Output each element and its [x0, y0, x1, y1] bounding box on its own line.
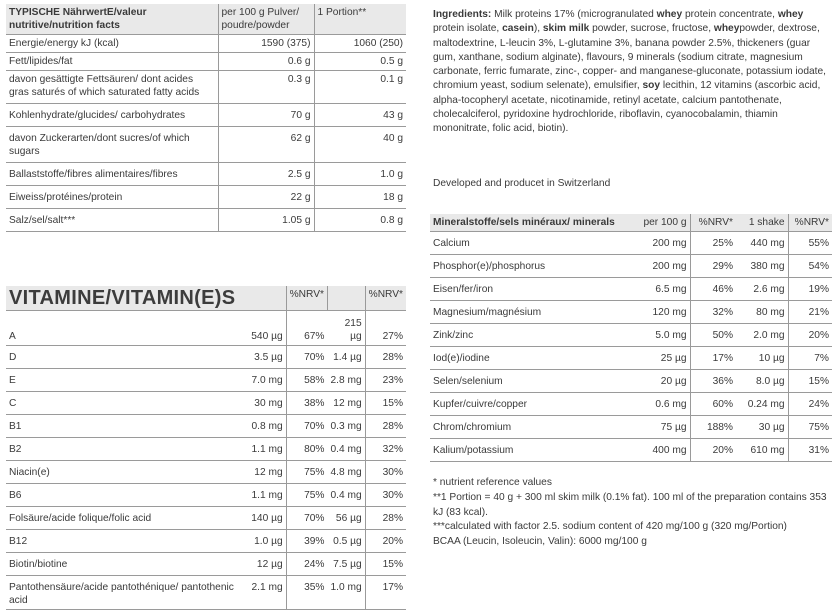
mineral-label: Kalium/potassium [430, 439, 640, 462]
mineral-row [430, 301, 832, 324]
vitamin-nrv-portion: 32% [365, 438, 406, 461]
footnote: BCAA (Leucin, Isoleucin, Valin): 6000 mg/100 g [433, 536, 647, 548]
footnote: ***calculated with factor 2.5. sodium content of 420 mg/100 g (320 mg/Portion) [433, 521, 787, 533]
vitamin-nrv-100g: 75% [286, 461, 327, 484]
nutrition-row [6, 127, 406, 163]
nutrition-label: Fett/lipides/fat [6, 53, 218, 71]
nutrition-value-100g: 0.3 g [218, 71, 314, 104]
vitamin-value-100g: 3.5 µg [245, 346, 286, 369]
mineral-nrv-shake: 20% [788, 324, 832, 347]
vitamin-value-portion: 0.4 mg [327, 484, 365, 507]
vitamin-nrv-portion: 30% [365, 461, 406, 484]
mineral-row [430, 324, 832, 347]
mineral-nrv-100g: 32% [690, 301, 736, 324]
mineral-value-shake: 440 mg [736, 232, 788, 255]
vitamin-row [6, 438, 406, 461]
mineral-header-per100g: per 100 g [640, 214, 690, 232]
vitamin-label: B12 [6, 530, 245, 553]
ingredients-part: lecithin, 12 vitamins (ascorbic acid, alpha-tocopheryl acetate, nicotinamide, retinyl acetate, calcium pantothenate, cholecalciferol, pyridoxine hydrochloride, riboflavin, cyanocobalamin, thiamin mononitrate, folic acid, biotin). [433, 80, 821, 135]
vitamin-nrv-100g: 70% [286, 346, 327, 369]
vitamin-value-100g: 30 mg [245, 392, 286, 415]
nutrition-label: Ballaststoffe/fibres alimentaires/fibres [6, 163, 218, 186]
mineral-label: Zink/zinc [430, 324, 640, 347]
nutrition-value-portion: 0.5 g [314, 53, 406, 71]
origin-statement: Developed and producet in Switzerland [433, 178, 611, 189]
mineral-nrv-100g: 50% [690, 324, 736, 347]
allergen-highlight: skim milk [542, 23, 590, 35]
mineral-label: Calcium [430, 232, 640, 255]
mineral-value-shake: 8.0 µg [736, 370, 788, 393]
vitamin-value-100g: 1.1 mg [245, 484, 286, 507]
vitamin-row [6, 415, 406, 438]
nutrition-table [6, 4, 406, 232]
allergen-highlight: casein [502, 23, 534, 35]
nutrition-value-portion: 40 g [314, 127, 406, 163]
vitamin-row [6, 553, 406, 576]
mineral-nrv-shake: 55% [788, 232, 832, 255]
mineral-header-row [430, 214, 832, 232]
mineral-label: Magnesium/magnésium [430, 301, 640, 324]
mineral-nrv-shake: 19% [788, 278, 832, 301]
nutrition-value-portion: 1.0 g [314, 163, 406, 186]
vitamin-label: A [6, 311, 245, 346]
mineral-row [430, 278, 832, 301]
mineral-nrv-shake: 15% [788, 370, 832, 393]
mineral-nrv-100g: 36% [690, 370, 736, 393]
nutrition-value-100g: 1.05 g [218, 209, 314, 232]
vitamin-value-100g: 140 µg [245, 507, 286, 530]
footnote: * nutrient reference values [433, 477, 552, 488]
nutrition-row [6, 209, 406, 232]
mineral-value-shake: 610 mg [736, 439, 788, 462]
vitamin-nrv-portion: 30% [365, 484, 406, 507]
mineral-nrv-100g: 60% [690, 393, 736, 416]
mineral-nrv-shake: 21% [788, 301, 832, 324]
nutrition-label: Salz/sel/salt*** [6, 209, 218, 232]
vitamin-value-portion: 56 µg [327, 507, 365, 530]
vitamin-value-100g: 0.8 mg [245, 415, 286, 438]
vitamin-nrv-100g: 39% [286, 530, 327, 553]
mineral-value-100g: 75 µg [640, 416, 690, 439]
vitamin-row [6, 530, 406, 553]
ingredients-part: protein isolate, [433, 23, 503, 35]
vitamin-value-portion: 4.8 mg [327, 461, 365, 484]
mineral-nrv-shake: 54% [788, 255, 832, 278]
nutrition-header-row [6, 4, 406, 35]
nutrition-header-per100g: per 100 g Pulver/ poudre/powder [218, 4, 314, 35]
vitamin-row [6, 576, 406, 610]
vitamin-value-portion: 7.5 µg [327, 553, 365, 576]
vitamin-nrv-100g: 70% [286, 415, 327, 438]
vitamin-value-portion: 1.0 mg [327, 576, 365, 610]
vitamin-nrv-portion: 15% [365, 553, 406, 576]
mineral-value-100g: 400 mg [640, 439, 690, 462]
vitamin-value-portion: 0.3 mg [327, 415, 365, 438]
nutrition-value-portion: 0.8 g [314, 209, 406, 232]
mineral-row [430, 439, 832, 462]
vitamin-label: Biotin/biotine [6, 553, 245, 576]
vitamin-nrv-100g: 38% [286, 392, 327, 415]
mineral-header-label: Mineralstoffe/sels minéraux/ minerals [430, 214, 640, 232]
vitamin-header-empty [327, 286, 365, 311]
mineral-nrv-100g: 20% [690, 439, 736, 462]
vitamin-nrv-100g: 24% [286, 553, 327, 576]
vitamin-row [6, 346, 406, 369]
mineral-row [430, 393, 832, 416]
ingredients-part: ), [533, 23, 543, 35]
ingredients-part: powder, dextrose, maltodextrine, L-leucin 3%, L-glutamine 3%, banana powder 2.5%, thickeners (guar gum, xanthane, sodium alginate), flavours, 9 minerals (sodium citrate, magnesium carbonate, ferric fumarate, zinc-, copper- and manganese-gluconate, potassium iodate, chromium yeast, sodium selenate), emulsifier, [433, 23, 826, 92]
vitamin-value-portion: 215 µg [327, 311, 365, 346]
ingredients-part: Milk proteins 17% (microgranulated [491, 9, 657, 20]
vitamin-value-portion: 2.8 mg [327, 369, 365, 392]
vitamin-value-100g: 12 mg [245, 461, 286, 484]
vitamin-value-100g: 7.0 mg [245, 369, 286, 392]
vitamin-label: Niacin(e) [6, 461, 245, 484]
mineral-header-shake: 1 shake [736, 214, 788, 232]
vitamin-value-portion: 12 mg [327, 392, 365, 415]
vitamin-label: Folsäure/acide folique/folic acid [6, 507, 245, 530]
nutrition-value-portion: 43 g [314, 104, 406, 127]
mineral-label: Phosphor(e)/phosphorus [430, 255, 640, 278]
vitamin-table [6, 286, 406, 610]
mineral-row [430, 416, 832, 439]
mineral-value-100g: 25 µg [640, 347, 690, 370]
nutrition-value-100g: 70 g [218, 104, 314, 127]
vitamin-nrv-100g: 67% [286, 311, 327, 346]
mineral-nrv-100g: 25% [690, 232, 736, 255]
mineral-value-100g: 0.6 mg [640, 393, 690, 416]
mineral-value-100g: 5.0 mg [640, 324, 690, 347]
vitamin-nrv-portion: 20% [365, 530, 406, 553]
vitamin-label: C [6, 392, 245, 415]
nutrition-row [6, 104, 406, 127]
nutrition-header-label: TYPISCHE NährwertE/valeur nutritive/nutrition facts [6, 4, 218, 35]
mineral-value-shake: 0.24 mg [736, 393, 788, 416]
vitamin-label: B6 [6, 484, 245, 507]
vitamin-row [6, 507, 406, 530]
vitamin-value-100g: 1.0 µg [245, 530, 286, 553]
nutrition-value-portion: 18 g [314, 186, 406, 209]
nutrition-label: Kohlenhydrate/glucides/ carbohydrates [6, 104, 218, 127]
allergen-highlight: whey [713, 23, 740, 35]
mineral-nrv-shake: 31% [788, 439, 832, 462]
nutrition-value-portion: 1060 (250) [314, 35, 406, 53]
nutrition-row [6, 71, 406, 104]
vitamin-value-portion: 1.4 µg [327, 346, 365, 369]
vitamin-nrv-100g: 70% [286, 507, 327, 530]
mineral-value-shake: 80 mg [736, 301, 788, 324]
vitamin-nrv-portion: 28% [365, 415, 406, 438]
mineral-nrv-shake: 7% [788, 347, 832, 370]
mineral-nrv-100g: 29% [690, 255, 736, 278]
vitamin-header-nrv-100g: %NRV* [286, 286, 327, 311]
vitamin-nrv-portion: 28% [365, 507, 406, 530]
vitamin-value-100g: 12 µg [245, 553, 286, 576]
allergen-highlight: whey [656, 9, 683, 20]
vitamin-label: E [6, 369, 245, 392]
mineral-value-shake: 2.6 mg [736, 278, 788, 301]
vitamin-row [6, 484, 406, 507]
mineral-value-shake: 380 mg [736, 255, 788, 278]
mineral-nrv-shake: 75% [788, 416, 832, 439]
vitamin-value-100g: 1.1 mg [245, 438, 286, 461]
allergen-highlight: soy [642, 80, 661, 92]
nutrition-value-100g: 2.5 g [218, 163, 314, 186]
mineral-value-100g: 120 mg [640, 301, 690, 324]
vitamin-nrv-portion: 15% [365, 392, 406, 415]
mineral-label: Selen/selenium [430, 370, 640, 393]
mineral-value-100g: 200 mg [640, 255, 690, 278]
mineral-row [430, 232, 832, 255]
ingredients-text [433, 8, 831, 137]
vitamin-label: Pantothensäure/acide pantothénique/ pantothenic acid [6, 576, 245, 610]
vitamin-header-row [6, 286, 406, 311]
vitamin-label: D [6, 346, 245, 369]
mineral-row [430, 255, 832, 278]
mineral-label: Iod(e)/iodine [430, 347, 640, 370]
vitamin-nrv-portion: 27% [365, 311, 406, 346]
mineral-nrv-shake: 24% [788, 393, 832, 416]
mineral-value-shake: 2.0 mg [736, 324, 788, 347]
vitamin-header-nrv-portion: %NRV* [365, 286, 406, 311]
mineral-header-nrv-shake: %NRV* [788, 214, 832, 232]
vitamin-value-100g: 2.1 mg [245, 576, 286, 610]
mineral-nrv-100g: 46% [690, 278, 736, 301]
footnotes [433, 476, 831, 550]
vitamin-value-portion: 0.4 mg [327, 438, 365, 461]
vitamin-value-portion: 0.5 µg [327, 530, 365, 553]
nutrition-label: davon gesättigte Fettsäuren/ dont acides gras saturés of which saturated fatty acids [6, 71, 218, 104]
mineral-value-100g: 20 µg [640, 370, 690, 393]
vitamin-nrv-100g: 58% [286, 369, 327, 392]
mineral-value-100g: 200 mg [640, 232, 690, 255]
nutrition-value-100g: 1590 (375) [218, 35, 314, 53]
mineral-value-shake: 30 µg [736, 416, 788, 439]
mineral-value-100g: 6.5 mg [640, 278, 690, 301]
mineral-value-shake: 10 µg [736, 347, 788, 370]
mineral-row [430, 370, 832, 393]
nutrition-label: davon Zuckerarten/dont sucres/of which sugars [6, 127, 218, 163]
footnote: **1 Portion = 40 g + 300 ml skim milk (0.1% fat). 100 ml of the preparation contains 353 kJ (83 kcal). [433, 491, 827, 518]
mineral-row [430, 347, 832, 370]
ingredients-part: powder, sucrose, fructose, [589, 23, 714, 35]
mineral-table [430, 214, 832, 462]
mineral-nrv-100g: 17% [690, 347, 736, 370]
vitamin-nrv-portion: 17% [365, 576, 406, 610]
vitamin-nrv-portion: 28% [365, 346, 406, 369]
nutrition-row [6, 186, 406, 209]
mineral-label: Kupfer/cuivre/copper [430, 393, 640, 416]
vitamin-row [6, 392, 406, 415]
nutrition-value-100g: 0.6 g [218, 53, 314, 71]
nutrition-label: Eiweiss/protéines/protein [6, 186, 218, 209]
vitamin-title: VITAMINE/VITAMIN(E)S [6, 286, 286, 311]
allergen-highlight: whey [777, 9, 804, 20]
nutrition-value-100g: 22 g [218, 186, 314, 209]
nutrition-value-100g: 62 g [218, 127, 314, 163]
vitamin-nrv-portion: 23% [365, 369, 406, 392]
vitamin-label: B2 [6, 438, 245, 461]
vitamin-row [6, 369, 406, 392]
vitamin-row [6, 311, 406, 346]
nutrition-value-portion: 0.1 g [314, 71, 406, 104]
vitamin-nrv-100g: 80% [286, 438, 327, 461]
ingredients-label: Ingredients: [433, 9, 492, 20]
nutrition-row [6, 35, 406, 53]
nutrition-row [6, 53, 406, 71]
nutrition-label: Energie/energy kJ (kcal) [6, 35, 218, 53]
mineral-label: Chrom/chromium [430, 416, 640, 439]
ingredients-part: protein concentrate, [682, 9, 778, 20]
vitamin-nrv-100g: 35% [286, 576, 327, 610]
mineral-nrv-100g: 188% [690, 416, 736, 439]
vitamin-label: B1 [6, 415, 245, 438]
nutrition-row [6, 163, 406, 186]
nutrition-header-portion: 1 Portion** [314, 4, 406, 35]
vitamin-row [6, 461, 406, 484]
vitamin-value-100g: 540 µg [245, 311, 286, 346]
mineral-header-nrv-100g: %NRV* [690, 214, 736, 232]
vitamin-nrv-100g: 75% [286, 484, 327, 507]
mineral-label: Eisen/fer/iron [430, 278, 640, 301]
